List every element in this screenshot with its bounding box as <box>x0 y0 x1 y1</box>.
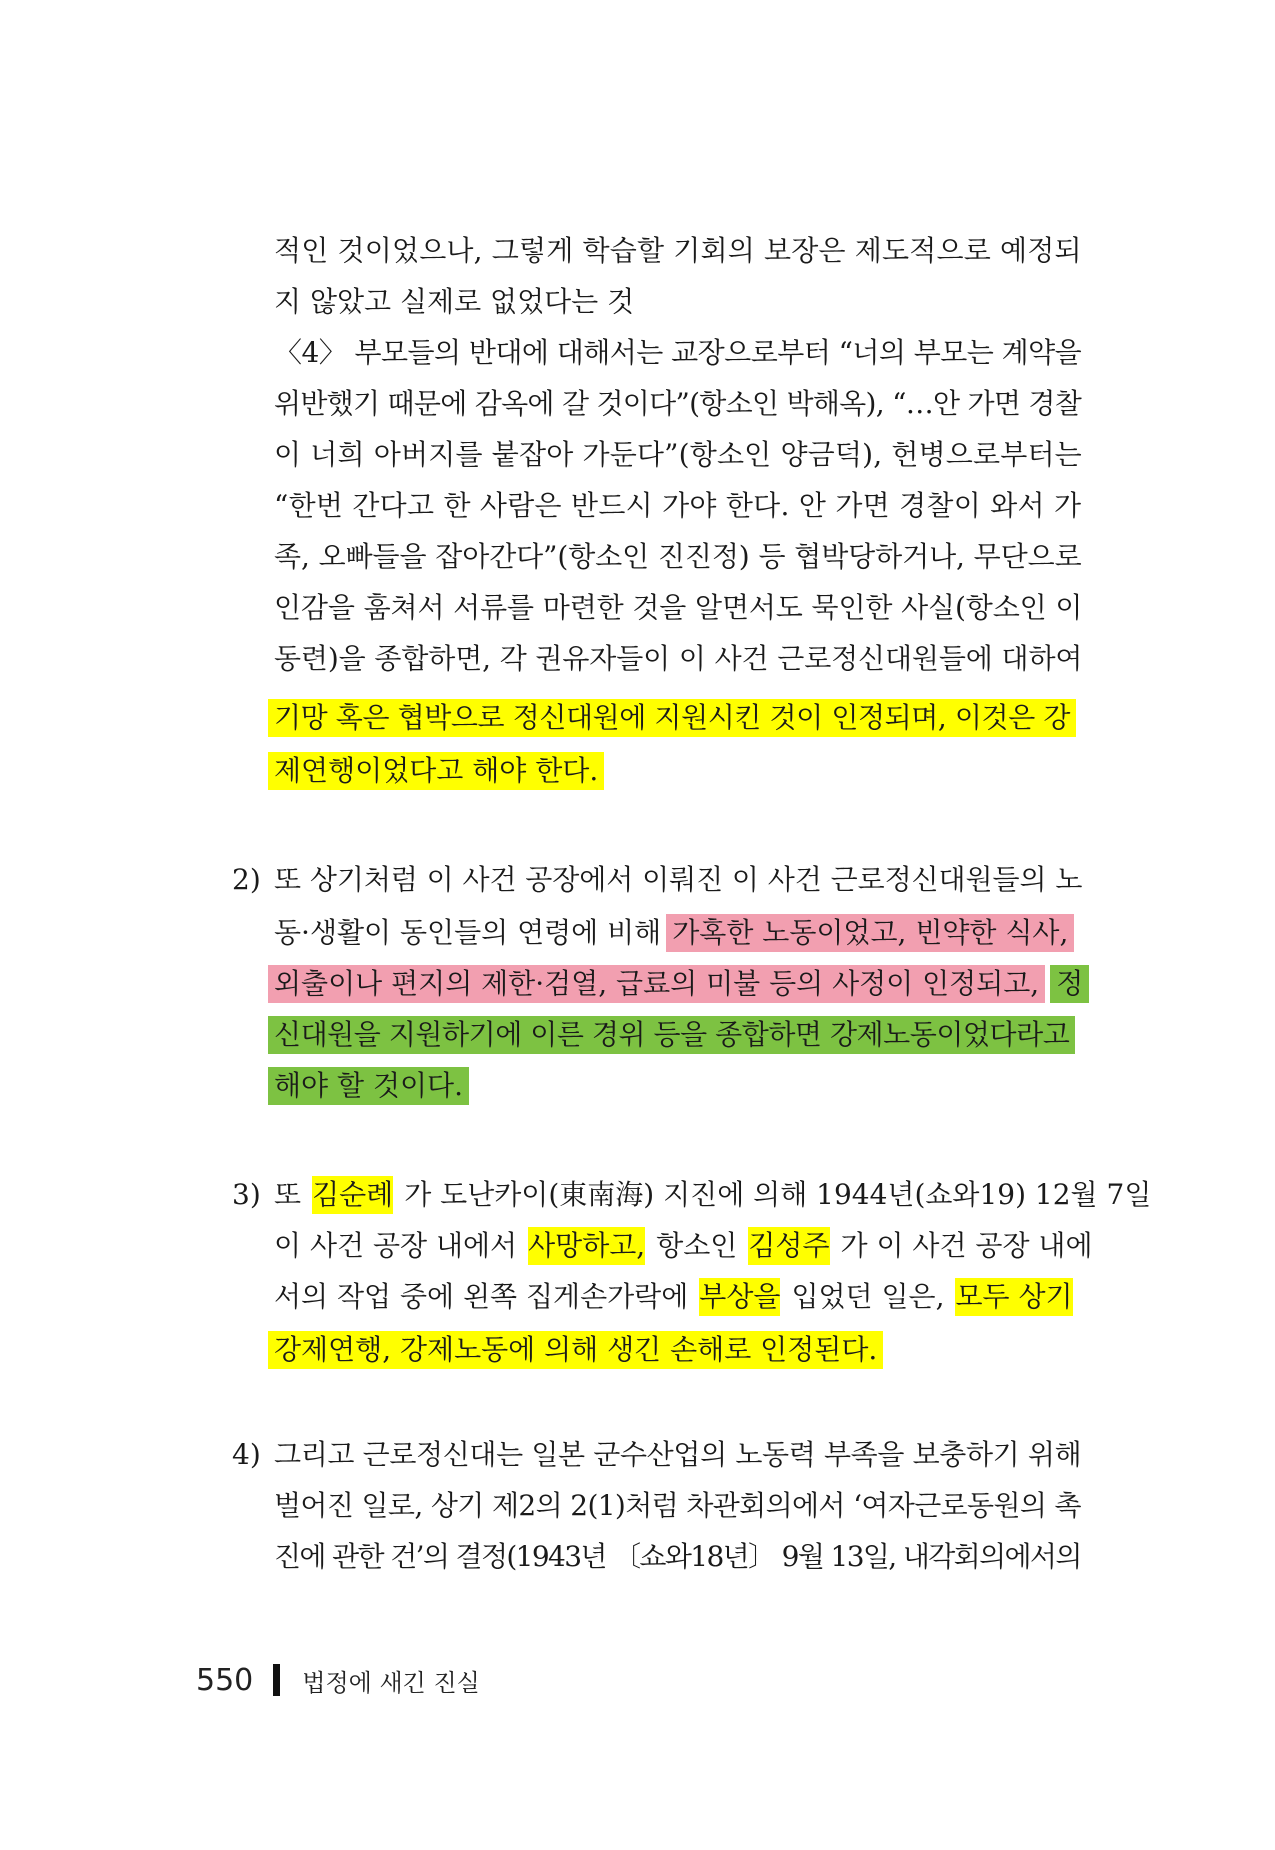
text-line <box>274 1487 1082 1525</box>
text-segment: 위반했기 때문에 감옥에 갈 것이다”(항소인 박해옥), “…안 가면 경찰 <box>274 387 1082 420</box>
text-line <box>274 861 1082 899</box>
highlighted-text: 해야 할 것이다. <box>268 1067 469 1105</box>
text-segment: “한번 간다고 한 사람은 반드시 가야 한다. 안 가면 경찰이 와서 가 <box>274 489 1082 522</box>
page-footer <box>196 1660 480 1700</box>
text-line <box>274 232 1082 270</box>
text-segment: 동·생활이 동인들의 연령에 비해 <box>274 916 662 949</box>
footer-divider-bar <box>273 1664 280 1696</box>
list-number: 3) <box>232 1178 261 1211</box>
highlighted-text: 김순례 <box>312 1176 393 1214</box>
highlighted-text: 강제연행, 강제노동에 의해 생긴 손해로 인정된다. <box>268 1331 883 1369</box>
text-line <box>274 334 1082 372</box>
text-segment: 지 않았고 실제로 없었다는 것 <box>274 285 635 318</box>
text-segment: 그리고 근로정신대는 일본 군수산업의 노동력 부족을 보충하기 위해 <box>274 1438 1082 1471</box>
text-line <box>274 1176 1152 1214</box>
text-line <box>274 640 1082 678</box>
text-segment: 동련)을 종합하면, 각 권유자들이 이 사건 근로정신대원들에 대하여 <box>274 642 1083 675</box>
text-line <box>274 1067 1082 1105</box>
list-number: 4) <box>232 1438 261 1471</box>
highlighted-text: 기망 혹은 협박으로 정신대원에 지원시킨 것이 인정되며, 이것은 강 <box>268 699 1076 737</box>
text-segment: 적인 것이었으나, 그렇게 학습할 기회의 보장은 제도적으로 예정되 <box>274 234 1082 267</box>
text-segment: 가 이 사건 공장 내에 <box>840 1229 1093 1262</box>
text-segment: 인감을 훔쳐서 서류를 마련한 것을 알면서도 묵인한 사실(항소인 이 <box>274 591 1083 624</box>
text-segment: 가 도난카이(東南海) 지진에 의해 1944년(쇼와19) 12월 7일 <box>404 1178 1152 1211</box>
text-line <box>274 487 1082 525</box>
text-line <box>274 965 1082 1003</box>
text-segment: 또 <box>274 1178 302 1211</box>
list-number: 2) <box>232 863 261 896</box>
text-segment: 이 사건 공장 내에서 <box>274 1229 518 1262</box>
text-segment: 〈4〉 부모들의 반대에 대해서는 교장으로부터 “너의 부모는 계약을 <box>274 336 1082 369</box>
text-line <box>274 385 1082 423</box>
highlighted-text: 외출이나 편지의 제한·검열, 급료의 미불 등의 사정이 인정되고, <box>268 965 1045 1003</box>
text-segment: 족, 오빠들을 잡아간다”(항소인 진진정) 등 협박당하거나, 무단으로 <box>274 540 1082 573</box>
highlighted-text: 정 <box>1050 965 1089 1003</box>
text-segment: 이 너희 아버지를 붙잡아 가둔다”(항소인 양금덕), 헌병으로부터는 <box>274 438 1082 471</box>
text-line <box>274 1278 1082 1316</box>
text-line <box>274 283 1082 321</box>
highlighted-text: 부상을 <box>699 1278 780 1316</box>
text-line <box>274 1016 1082 1054</box>
text-line <box>274 1331 1082 1369</box>
highlighted-text: 모두 상기 <box>955 1278 1072 1316</box>
highlighted-text: 사망하고, <box>528 1227 645 1265</box>
text-segment: 서의 작업 중에 왼쪽 집게손가락에 <box>274 1280 689 1313</box>
book-title: 법정에 새긴 진실 <box>302 1668 480 1697</box>
highlighted-text: 김성주 <box>748 1227 829 1265</box>
text-segment: 벌어진 일로, 상기 제2의 2(1)처럼 차관회의에서 ‘여자근로동원의 촉 <box>274 1489 1081 1522</box>
text-line <box>274 538 1082 576</box>
text-segment: 항소인 <box>656 1229 738 1262</box>
highlighted-text: 가혹한 노동이었고, 빈약한 식사, <box>666 914 1074 952</box>
page-number: 550 <box>196 1662 254 1698</box>
text-segment: 입었던 일은, <box>791 1280 945 1313</box>
text-line <box>274 1436 1082 1474</box>
text-line <box>274 914 1082 952</box>
highlighted-text: 신대원을 지원하기에 이른 경위 등을 종합하면 강제노동이었다라고 <box>268 1016 1075 1054</box>
text-segment: 또 상기처럼 이 사건 공장에서 이뤄진 이 사건 근로정신대원들의 노 <box>274 863 1083 896</box>
highlighted-text: 제연행이었다고 해야 한다. <box>268 752 604 790</box>
text-segment: 진에 관한 건’의 결정(1943년 〔쇼와18년〕 9월 13일, 내각회의에서의 <box>274 1540 1081 1573</box>
text-line <box>274 589 1082 627</box>
text-line <box>274 1538 1082 1576</box>
text-line <box>274 436 1082 474</box>
text-line <box>274 1227 1093 1265</box>
text-line <box>274 699 1082 737</box>
text-line <box>274 752 1082 790</box>
